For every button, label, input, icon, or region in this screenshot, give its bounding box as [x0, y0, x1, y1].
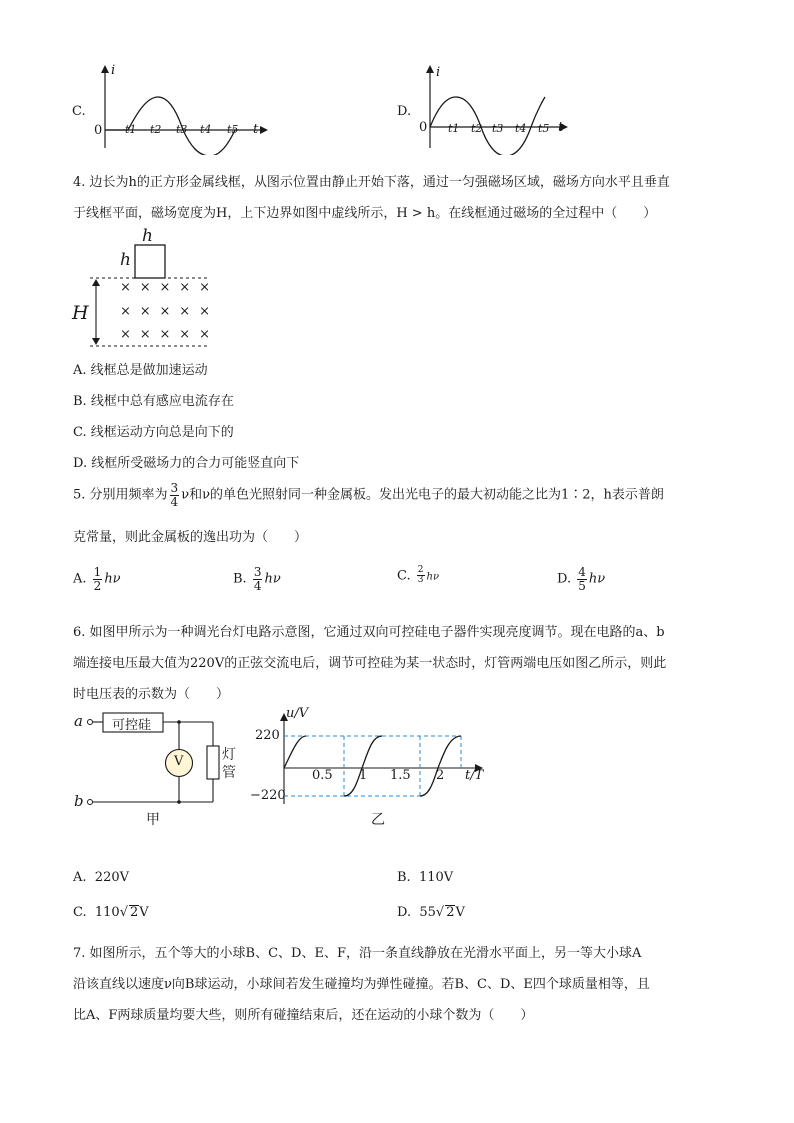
- frac-num: 1: [93, 565, 102, 579]
- circuit-lamp-label-2: 管: [222, 765, 236, 781]
- q5-line-2: 克常量，则此金属板的逸出功为（ ）: [73, 530, 308, 545]
- q6-line-3: 时电压表的示数为（ ）: [73, 687, 230, 702]
- frac-den: 3: [417, 575, 424, 586]
- option-tail: hν: [104, 571, 121, 587]
- q7-line-3: 比A、F两球质量均要大些，则所有碰撞结束后，还在运动的小球个数为（ ）: [73, 1008, 534, 1023]
- option-fraction: [577, 566, 587, 592]
- graph-c-tick-t2: t2: [150, 123, 162, 136]
- graph-y-top: 220: [255, 728, 280, 743]
- field-cross: ×: [199, 304, 210, 319]
- option-label: D.: [557, 571, 572, 587]
- option-coef: 55: [419, 905, 436, 920]
- graph-c-tick-t3: t3: [176, 123, 188, 136]
- graph-d-origin: 0: [419, 120, 428, 135]
- q6-option-b: [397, 870, 453, 885]
- graph-y-label: u/V: [286, 706, 309, 721]
- graph-d-tick-t1: t1: [448, 122, 460, 135]
- field-cross: ×: [159, 304, 171, 319]
- circuit-voltmeter-label: V: [174, 754, 184, 769]
- q4-field-row-2: [120, 304, 210, 319]
- q4-option-b: B. 线框中总有感应电流存在: [73, 394, 234, 409]
- frac-num: 2: [417, 565, 424, 575]
- option-root: 2: [130, 905, 139, 920]
- q4-fig-h-top: h: [142, 226, 153, 246]
- graph-c-tick-t5: t5: [227, 123, 239, 136]
- option-label: B.: [397, 870, 411, 885]
- q4-option-a: A. 线框总是做加速运动: [73, 363, 208, 378]
- graph-c-axis-i: i: [111, 63, 116, 78]
- q6-option-d: D. 55√ 2V: [397, 905, 465, 920]
- graph-c-plot: [70, 60, 280, 155]
- circuit-scr-label: 可控硅: [112, 718, 152, 733]
- option-label: B.: [233, 571, 247, 587]
- option-coef: 110: [94, 905, 120, 920]
- q5-option-d: [557, 566, 605, 592]
- q6-option-a: [73, 870, 129, 885]
- option-fraction: [93, 566, 103, 592]
- field-cross: ×: [159, 327, 171, 342]
- option-value: 220V: [94, 870, 129, 885]
- q6-line-1: 6. 如图甲所示为一种调光台灯电路示意图，它通过双向可控硅电子器件实现亮度调节。现在电路的a、b: [73, 625, 665, 640]
- q4-option-d: D. 线框所受磁场力的合力可能竖直向下: [73, 456, 300, 471]
- option-unit: V: [455, 905, 465, 920]
- option-fraction: [417, 566, 425, 586]
- graph-x-tick-1: 1: [359, 768, 368, 783]
- q5-line-1: [73, 482, 664, 508]
- frac-num: 4: [578, 565, 586, 579]
- field-cross: ×: [199, 280, 210, 295]
- graph-d-axis-t: t: [558, 120, 564, 135]
- circuit-terminal-a: a: [74, 712, 83, 730]
- option-d-label: D.: [397, 104, 412, 119]
- q4-option-c: C. 线框运动方向总是向下的: [73, 425, 234, 440]
- q7-line-1: 7. 如图所示，五个等大的小球B、C、D、E、F，沿一条直线静放在光滑水平面上，另一等大小球A: [73, 946, 642, 961]
- q4-fig-h-left: h: [120, 250, 131, 270]
- option-tail: hν: [264, 571, 281, 587]
- q4-line-1: 4. 边长为h的正方形金属线框，从图示位置由静止开始下落，通过一匀强磁场区域，磁场方向水平且垂直: [73, 175, 670, 190]
- field-cross: ×: [139, 327, 151, 342]
- graph-x-tick-2: 2: [436, 768, 445, 783]
- q4-field-row-1: [120, 280, 210, 295]
- q5-frac-num: 3: [170, 481, 179, 495]
- graph-c-tick-t1: t1: [125, 123, 137, 136]
- graph-d-axis-i: i: [436, 65, 441, 80]
- option-d-graph: [395, 60, 605, 155]
- option-label: D.: [397, 905, 412, 920]
- frac-den: 4: [253, 578, 262, 593]
- q5-option-a: [73, 566, 121, 592]
- graph-x-tick-0-5: 0.5: [312, 768, 333, 783]
- circuit-terminal-b: b: [74, 792, 84, 810]
- option-fraction: [253, 566, 263, 592]
- option-tail: hν: [588, 571, 606, 587]
- graph-caption: 乙: [371, 812, 385, 828]
- option-tail: hν: [426, 571, 440, 583]
- q5-frac-den: 4: [170, 494, 179, 509]
- frac-den: 2: [93, 578, 102, 593]
- option-c-label: C.: [72, 104, 86, 119]
- circuit-lamp-label-1: 灯: [222, 747, 236, 763]
- option-root: 2: [446, 905, 455, 920]
- graph-d-tick-t5: t5: [538, 122, 550, 135]
- graph-c-origin: 0: [94, 123, 103, 138]
- graph-d-plot: [395, 60, 605, 155]
- q6-option-c: C. 110√ 2V: [73, 905, 149, 920]
- q4-fig-H: H: [72, 302, 89, 324]
- q5-text-pre: 5. 分别用频率为: [73, 487, 168, 503]
- q4-line-2: 于线框平面，磁场宽度为H，上下边界如图中虚线所示，H > h。在线框通过磁场的全过程中（ ）: [73, 206, 657, 221]
- field-cross: ×: [139, 304, 151, 319]
- q4-magnetic-field-figure: [70, 225, 220, 350]
- field-cross: ×: [179, 304, 191, 319]
- field-cross: ×: [179, 327, 191, 342]
- circuit-caption: 甲: [146, 812, 160, 828]
- graph-d-tick-t3: t3: [492, 122, 504, 135]
- field-cross: ×: [120, 304, 131, 319]
- field-cross: ×: [199, 327, 210, 342]
- graph-c-axis-t: t: [253, 122, 259, 137]
- q6-voltage-graph: [250, 704, 495, 830]
- option-label: A.: [73, 571, 87, 587]
- q5-option-b: [233, 566, 281, 592]
- q6-line-2: 端连接电压最大值为220V的正弦交流电后，调节可控硅为某一状态时，灯管两端电压如图乙所示，则此: [73, 656, 667, 671]
- field-cross: ×: [120, 327, 131, 342]
- option-value: 110V: [418, 870, 454, 885]
- field-cross: ×: [120, 280, 131, 295]
- q5-fraction: [170, 482, 180, 508]
- graph-x-tick-1-5: 1.5: [390, 768, 411, 783]
- field-cross: ×: [159, 280, 171, 295]
- q7-line-2: 沿该直线以速度ν向B球运动，小球间若发生碰撞均为弹性碰撞。若B、C、D、E四个球质量相等，且: [73, 977, 650, 992]
- field-cross: ×: [139, 280, 151, 295]
- option-unit: V: [139, 905, 149, 920]
- q5-option-c: [397, 566, 439, 586]
- q6-circuit-figure: [70, 708, 250, 830]
- q5-text-mid: ν和ν的单色光照射同一种金属板。发出光电子的最大初动能之比为1∶2，h表示普朗: [181, 487, 664, 503]
- option-c-graph: [70, 60, 280, 155]
- graph-d-tick-t4: t4: [515, 122, 527, 135]
- graph-c-tick-t4: t4: [200, 123, 212, 136]
- graph-y-bottom: −220: [250, 788, 286, 803]
- option-label: A.: [73, 870, 87, 885]
- q4-field-row-3: [120, 327, 210, 342]
- field-cross: ×: [179, 280, 191, 295]
- graph-d-tick-t2: t2: [471, 122, 483, 135]
- graph-x-label: t/T: [465, 768, 484, 783]
- option-label: C.: [397, 568, 411, 584]
- frac-num: 3: [253, 565, 262, 579]
- option-label: C.: [73, 905, 87, 920]
- frac-den: 5: [578, 578, 586, 593]
